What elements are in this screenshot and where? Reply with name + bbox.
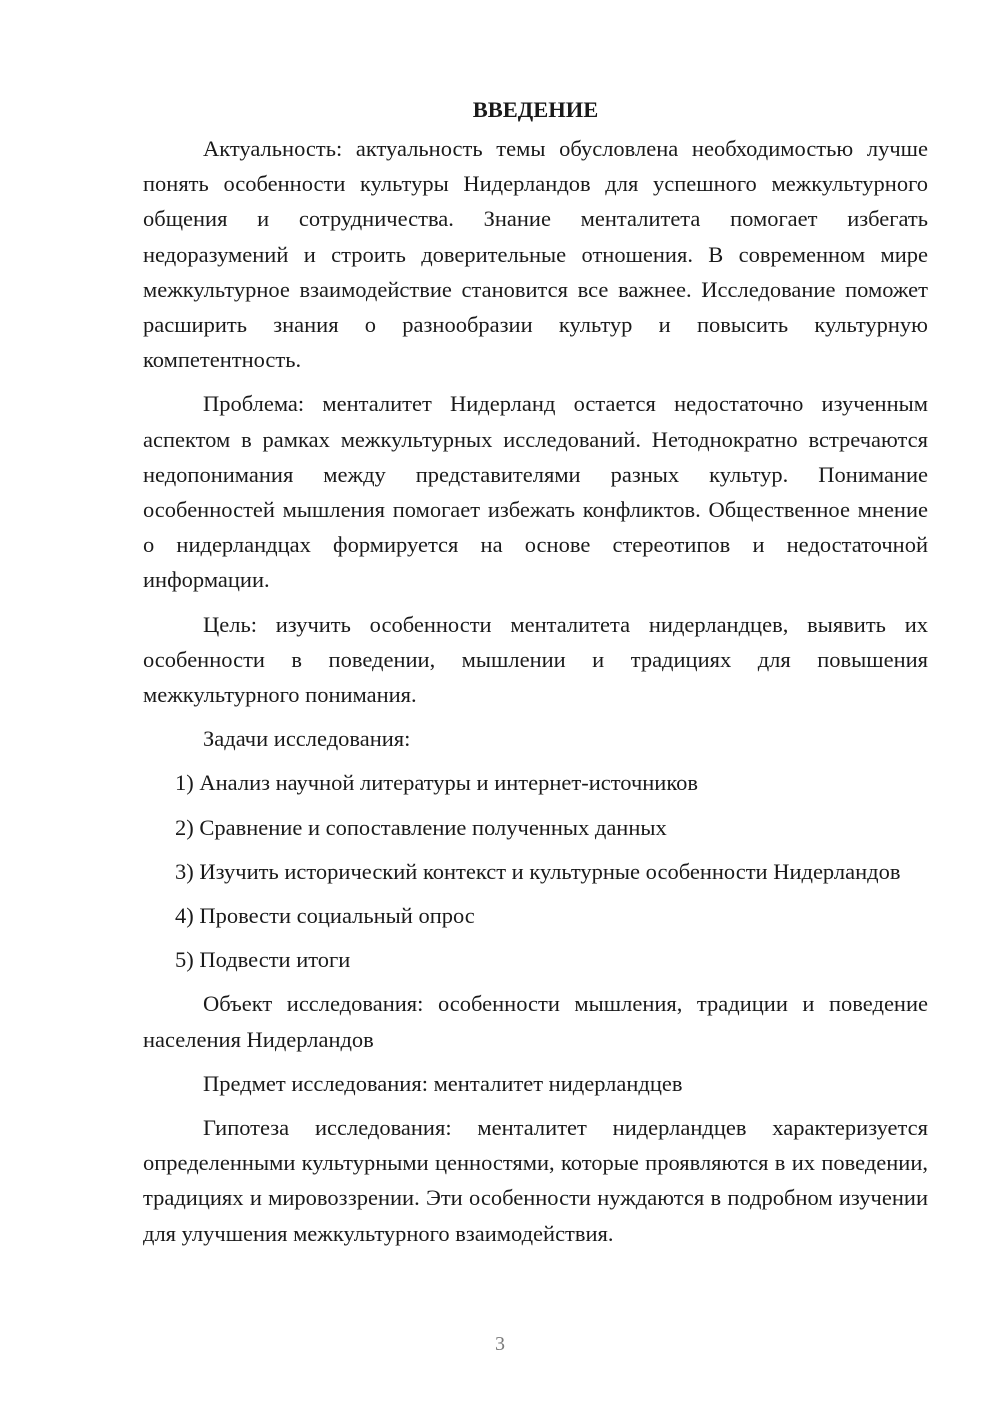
paragraph-tasks-heading: Задачи исследования: — [203, 726, 411, 752]
task-item-1: 1) Анализ научной литературы и интернет-источников — [175, 770, 699, 796]
task-item-4: 4) Провести социальный опрос — [175, 903, 475, 929]
paragraph-subject: Предмет исследования: менталитет нидерландцев — [203, 1070, 683, 1096]
paragraph-goal: Цель: изучить особенности менталитета нидерландцев, выявить их особенности в поведении, мышлении и традициях для повышения межкультурного понимания. — [143, 611, 928, 708]
paragraph-hypothesis: Гипотеза исследования: менталитет нидерландцев характеризуется определенными культурными ценностями, которые проявляются в их поведении, традициях и мировоззрении. Эти особенности нуждаются в подробном изучении для улучшения межкультурного взаимодействия. — [143, 1115, 928, 1246]
paragraph-object: Объект исследования: особенности мышления, традиции и поведение населения Нидерландов — [143, 991, 928, 1052]
section-title: ВВЕДЕНИЕ — [472, 97, 599, 122]
task-item-5: 5) Подвести итоги — [175, 947, 351, 973]
task-item-2: 2) Сравнение и сопоставление полученных данных — [175, 814, 667, 840]
paragraph-problem: Проблема: менталитет Нидерланд остается недостаточно изученным аспектом в рамках межкультурных исследований. Нетоднократно встречаются недопонимания между представителями разных культур. Понимание особенностей мышления помогает избежать конфликтов. Общественное мнение о нидерландцах формируется на основе стереотипов и недостаточной информации. — [143, 391, 928, 593]
paragraph-relevance: Актуальность: актуальность темы обусловлена необходимостью лучше понять особенности культуры Нидерландов для успешного межкультурного общения и сотрудничества. Знание менталитета помогает избегать недоразумений и строить доверительные отношения. В современном мире межкультурное взаимодействие становится все важнее. Исследование поможет расширить знания о разнообразии культур и повысить культурную компетентность. — [143, 136, 928, 373]
document-page — [143, 92, 928, 1260]
task-item-3: 3) Изучить исторический контекст и культурные особенности Нидерландов — [175, 858, 901, 884]
page-number: 3 — [495, 1333, 505, 1355]
